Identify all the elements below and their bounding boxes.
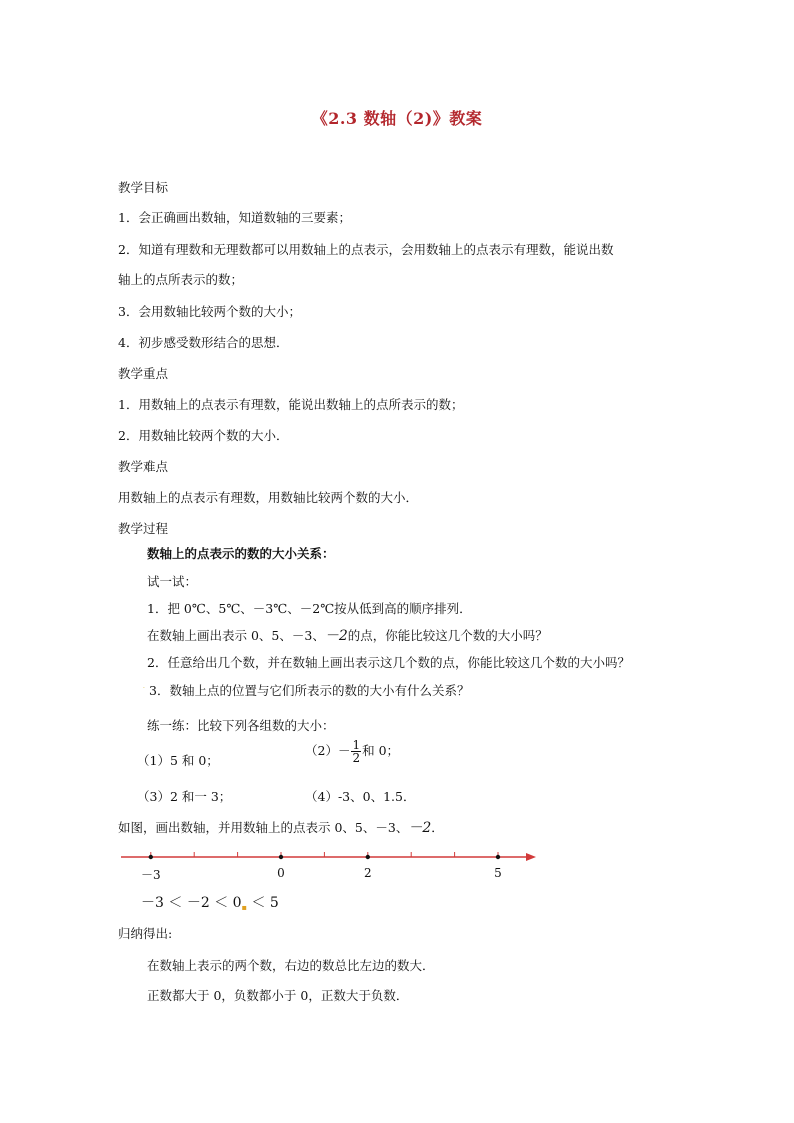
text: 3．数轴上点的位置与它们所表示的数的大小有什么关系？ — [149, 683, 470, 698]
practice-item-4: （4）-3、0、1.5． — [305, 789, 416, 804]
process-heading: 教学过程 — [118, 521, 169, 536]
axis-point — [149, 855, 153, 859]
axis-point — [366, 855, 370, 859]
axis-point-label: 2 — [363, 866, 372, 880]
conclusion-heading: 归纳得出: — [118, 926, 173, 941]
goal-item-continued: 轴上的点所表示的数； — [118, 272, 244, 287]
axis-point-label: 5 — [494, 866, 502, 880]
key-item: 2．用数轴比较两个数的大小． — [118, 428, 289, 443]
value: －2 — [186, 895, 210, 911]
less-than: ＜ — [168, 895, 183, 911]
value: 0 — [232, 895, 242, 911]
text: ． — [431, 820, 444, 835]
fraction-numerator: 1 — [352, 738, 361, 752]
comparison-chain — [141, 892, 279, 912]
less-than: ＜ — [214, 895, 229, 911]
conclusion-line: 在数轴上表示的两个数，右边的数总比左边的数大． — [147, 958, 435, 973]
goal-item: 3．会用数轴比较两个数的大小； — [118, 304, 301, 319]
axis-arrow — [526, 853, 536, 861]
difficulty-text: 用数轴上的点表示有理数，用数轴比较两个数的大小． — [118, 490, 419, 505]
try-item-1b — [147, 625, 548, 645]
text: 和 0； — [362, 743, 400, 758]
practice-label: 练一练：比较下列各组数的大小： — [147, 718, 335, 733]
try-label: 试一试： — [147, 574, 198, 589]
text: 如图，画出数轴，并用数轴上的点表示 0、5、－3、 — [118, 820, 409, 835]
value: －3 — [141, 895, 164, 911]
number-line-labels — [0, 866, 794, 882]
value: 5 — [269, 895, 279, 911]
axis-point — [496, 855, 500, 859]
less-than: ＜ — [251, 895, 266, 911]
axis-point-label: －3 — [140, 868, 161, 882]
text: 的点，你能比较这几个数的大小吗？ — [347, 628, 548, 643]
fraction-denominator: 2 — [352, 751, 361, 765]
key-heading: 教学重点 — [118, 366, 169, 381]
page-title: 《2.3 数轴（2)》教案 — [311, 109, 483, 128]
practice-item-3: （3）2 和一 3； — [137, 789, 232, 804]
dot-mark: ▪ — [241, 903, 247, 912]
practice-item-1: （1）5 和 0； — [137, 753, 219, 768]
try-item-2: 2．任意给出几个数，并在数轴上画出表示这几个数的点，你能比较这几个数的大小吗？ — [147, 655, 630, 670]
figure-instruction — [118, 817, 444, 837]
text: （2）－ — [305, 743, 351, 758]
conclusion-line: 正数都大于 0，负数都小于 0，正数大于负数． — [147, 988, 409, 1003]
practice-item-2 — [305, 739, 399, 764]
neg-two: －2 — [408, 820, 432, 836]
text: 在数轴上画出表示 0、5、－3、 — [147, 628, 325, 643]
goal-item: 1．会正确画出数轴，知道数轴的三要素； — [118, 210, 351, 225]
axis-point-label: 0 — [277, 866, 285, 880]
dot-mark: ． — [143, 683, 150, 690]
goals-heading: 教学目标 — [118, 180, 169, 195]
axis-point — [279, 855, 283, 859]
goal-item: 2．知道有理数和无理数都可以用数轴上的点表示，会用数轴上的点表示有理数，能说出数 — [118, 242, 614, 257]
process-subheading: 数轴上的点表示的数的大小关系： — [147, 546, 335, 561]
fraction-one-half — [351, 739, 361, 764]
try-item-1: 1．把 0℃、5℃、－3℃、－2℃按从低到高的顺序排列． — [147, 601, 472, 616]
goal-item: 4．初步感受数形结合的思想． — [118, 335, 289, 350]
difficulty-heading: 教学难点 — [118, 459, 169, 474]
try-item-3 — [143, 681, 469, 699]
neg-two: －2 — [324, 628, 348, 644]
key-item: 1．用数轴上的点表示有理数，能说出数轴上的点所表示的数； — [118, 397, 464, 412]
